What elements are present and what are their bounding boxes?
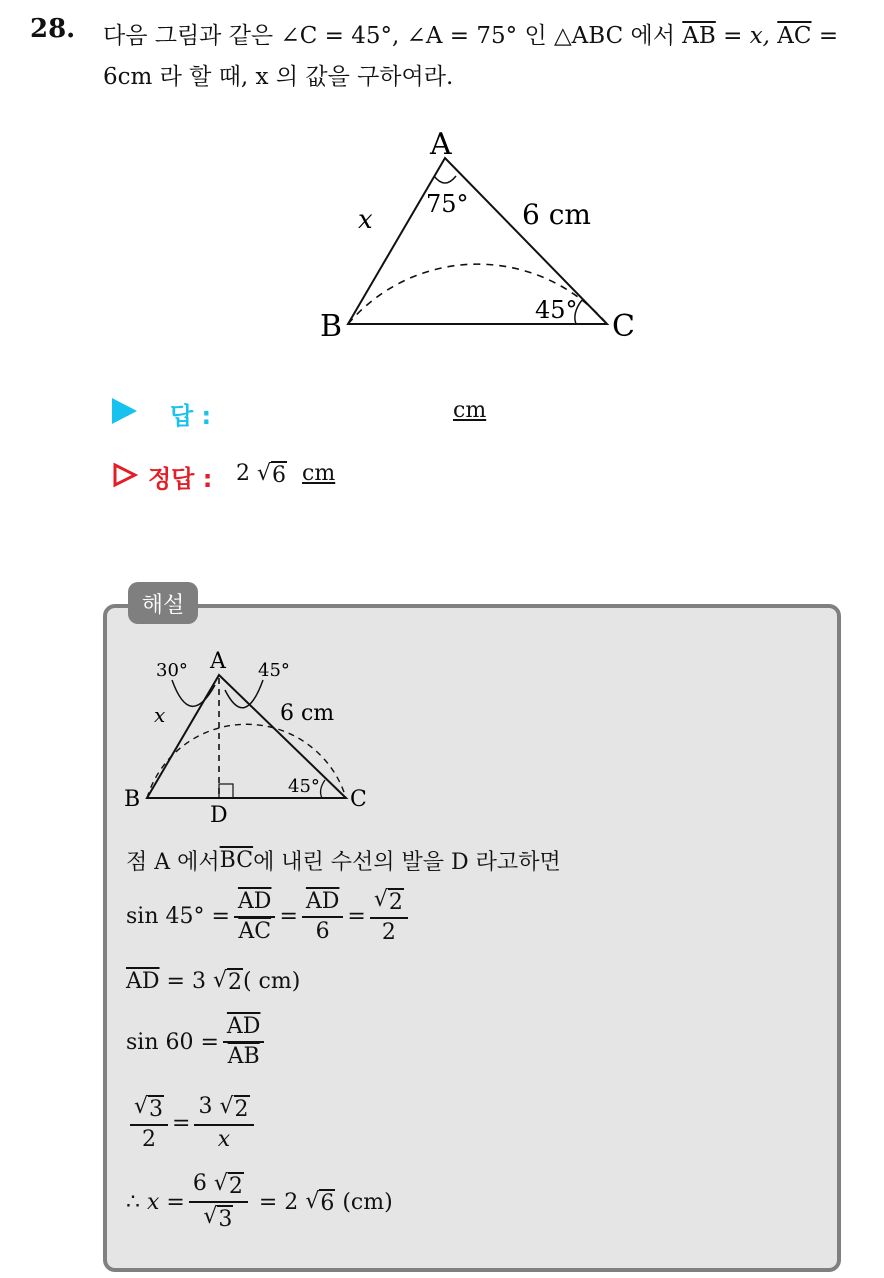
sol-l3-unit: ( cm) (242, 969, 301, 995)
question-text-1: 다음 그림과 같은 ∠C = 45°, ∠A = 75° 인 △ABC 에서 (103, 23, 683, 49)
question-eq-x: = x, (715, 23, 778, 49)
sol-l6-sqrt: √ 6 (305, 1188, 335, 1216)
sol-l4-frac: $\frac{\overline{AD}}{AB}$ (223, 1015, 265, 1069)
sol-l6-unit: (cm) (335, 1189, 393, 1215)
sol-l6-res: = 2 (251, 1189, 306, 1215)
solution-line-6 (126, 1172, 393, 1233)
sol-angle-30: 30° (156, 660, 188, 681)
answer-arrow-icon (112, 398, 137, 424)
correct-arrow-icon (112, 462, 138, 488)
sol-l5-frac1: √ 3 2 (130, 1095, 168, 1152)
sol-l6-therefore: ∴ (126, 1189, 147, 1215)
sol-l1-bc: $\overline{BC}$ (219, 848, 254, 873)
sol-l2-frac2: $\frac{\overline{AD}}{6}$ (302, 890, 344, 944)
solution-line-4 (126, 1015, 268, 1069)
sol-l3-ad: $\overline{AD}$ (126, 969, 160, 995)
solution-line-3 (126, 968, 300, 995)
answer-label: 답 : (170, 402, 212, 430)
question-line-2: 6cm 라 할 때, x 의 값을 구하여라. (103, 64, 454, 90)
sol-l1-post: 에 내린 수선의 발을 D 라고하면 (253, 850, 561, 875)
side-x-label: x (358, 205, 373, 235)
sol-l6-frac: 6 √ 2 √ 3 (189, 1172, 248, 1233)
angle-c-mark-small (321, 780, 325, 798)
segment-ab: $\overline{AB}$ (682, 23, 716, 49)
sol-l5-frac2: 3 √ 2 x (194, 1095, 253, 1152)
sol-l3-eq: = 3 (159, 969, 213, 995)
sol-l2-sin: sin 45° = (126, 904, 230, 930)
sol-vertex-a: A (210, 649, 226, 674)
answer-unit: cm (453, 398, 487, 423)
vertex-a-label: A (430, 127, 452, 162)
vertex-b-label: B (320, 309, 343, 344)
solution-figure (120, 640, 390, 830)
right-angle-mark (219, 784, 233, 798)
angle-c-label: 45° (535, 296, 578, 324)
question-eq: = (811, 23, 839, 49)
sol-l4-sin: sin 60 = (126, 1029, 219, 1055)
solution-tab: 해설 (128, 582, 198, 624)
angle-45-arrow (225, 680, 263, 708)
sol-angle-45-top: 45° (258, 660, 290, 681)
solution-line-2: sin 45° = $\frac{\overline{AD}}{AC}$ = $\frac{\overline{AD}}{6}$ = √ 2 2 (126, 888, 412, 945)
sol-vertex-c: C (350, 787, 367, 812)
sol-angle-45: 45° (288, 776, 320, 797)
sol-l6-eq: = (159, 1189, 185, 1215)
sol-l1-pre: 점 A 에서 (126, 850, 220, 875)
sol-l3-sqrt: √ 2 (212, 968, 242, 995)
solution-line-1 (126, 845, 561, 876)
solution-line-5: √ 3 2 = 3 √ 2 x (126, 1095, 258, 1152)
correct-value (236, 461, 335, 488)
correct-label: 정답 : (148, 465, 213, 493)
sol-side-x: x (154, 703, 166, 727)
question-number: 28. (30, 14, 76, 44)
angle-a-label: 75° (426, 190, 469, 218)
triangle-figure (310, 120, 650, 350)
sol-l6-x: x (147, 1189, 160, 1215)
side-ac-label: 6 cm (522, 198, 591, 231)
correct-radicand: 6 (272, 463, 287, 488)
sol-l2-frac1: $\frac{\overline{AD}}{AC}$ (234, 890, 276, 944)
sol-point-d: D (210, 803, 228, 828)
angle-a-mark (434, 176, 456, 183)
correct-sqrt: √ 6 (257, 461, 287, 488)
question-line-1 (103, 17, 838, 50)
correct-unit: cm (302, 461, 336, 486)
sol-l2-frac3: √ 2 2 (370, 888, 408, 945)
segment-ac: $\overline{AC}$ (777, 23, 812, 49)
sol-vertex-b: B (124, 787, 141, 812)
sol-side-6cm: 6 cm (280, 701, 335, 726)
correct-coef: 2 (236, 461, 250, 486)
vertex-c-label: C (612, 309, 635, 344)
